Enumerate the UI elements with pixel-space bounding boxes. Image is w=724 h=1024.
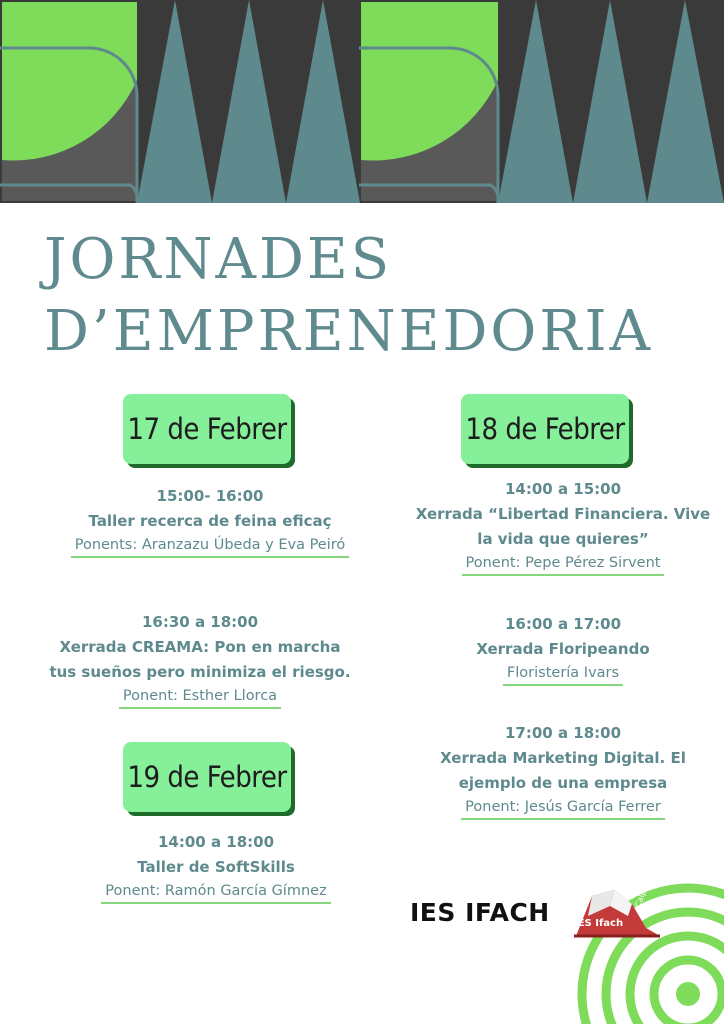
session-title: Xerrada “Libertad Financiera. Vive <box>415 505 711 523</box>
session-time: 17:00 a 18:00 <box>504 724 622 742</box>
session-speaker: Ponent: Pepe Pérez Sirvent <box>462 552 665 576</box>
school-logo-text: IES IFACH <box>410 898 550 927</box>
session-card <box>30 610 370 709</box>
date-badge-18-febrer: 18 de Febrer <box>461 394 629 464</box>
school-logo-icon <box>570 886 662 942</box>
banner-triangles-left <box>137 0 360 203</box>
date-badge-17-febrer: 17 de Febrer <box>123 394 291 464</box>
header-banner <box>0 0 724 203</box>
session-title: tus sueños pero minimiza el riesgo. <box>49 663 351 681</box>
session-title: ejemplo de una empresa <box>458 774 668 792</box>
session-card <box>393 721 724 820</box>
session-card <box>46 830 386 904</box>
banner-tile-right <box>359 2 498 203</box>
session-title: Xerrada Marketing Digital. El <box>440 749 686 767</box>
session-title: Taller recerca de feina eficaç <box>88 512 332 530</box>
session-time: 14:00 a 18:00 <box>157 833 275 851</box>
session-speaker: Ponents: Aranzazu Úbeda y Eva Peiró <box>71 534 350 558</box>
session-title: Taller de SoftSkills <box>137 858 295 876</box>
session-time: 16:00 a 17:00 <box>504 615 622 633</box>
page-title-line-1: JORNADES <box>44 227 393 292</box>
logo-mark-text: IES Ifach <box>574 918 624 929</box>
session-title: Xerrada CREAMA: Pon en marcha <box>59 638 341 656</box>
date-badge-19-febrer: 19 de Febrer <box>123 742 291 812</box>
logo-mark-text-2: Calp <box>633 888 648 909</box>
session-speaker: Ponent: Jesús García Ferrer <box>461 796 665 820</box>
session-speaker: Floristería Ivars <box>503 662 623 686</box>
session-speaker: Ponent: Esther Llorca <box>119 685 281 709</box>
page-title-line-2: D’EMPRENEDORIA <box>44 299 654 364</box>
session-time: 15:00- 16:00 <box>156 487 264 505</box>
session-title: Xerrada Floripeando <box>476 640 650 658</box>
session-time: 16:30 a 18:00 <box>141 613 259 631</box>
session-speaker: Ponent: Ramón García Gímnez <box>101 880 330 904</box>
session-card <box>393 477 724 576</box>
banner-triangles-right <box>498 0 724 203</box>
session-card <box>40 484 380 558</box>
session-time: 14:00 a 15:00 <box>504 480 622 498</box>
banner-tile-left <box>0 2 137 203</box>
session-card <box>393 612 724 686</box>
session-title: la vida que quieres” <box>477 530 649 548</box>
